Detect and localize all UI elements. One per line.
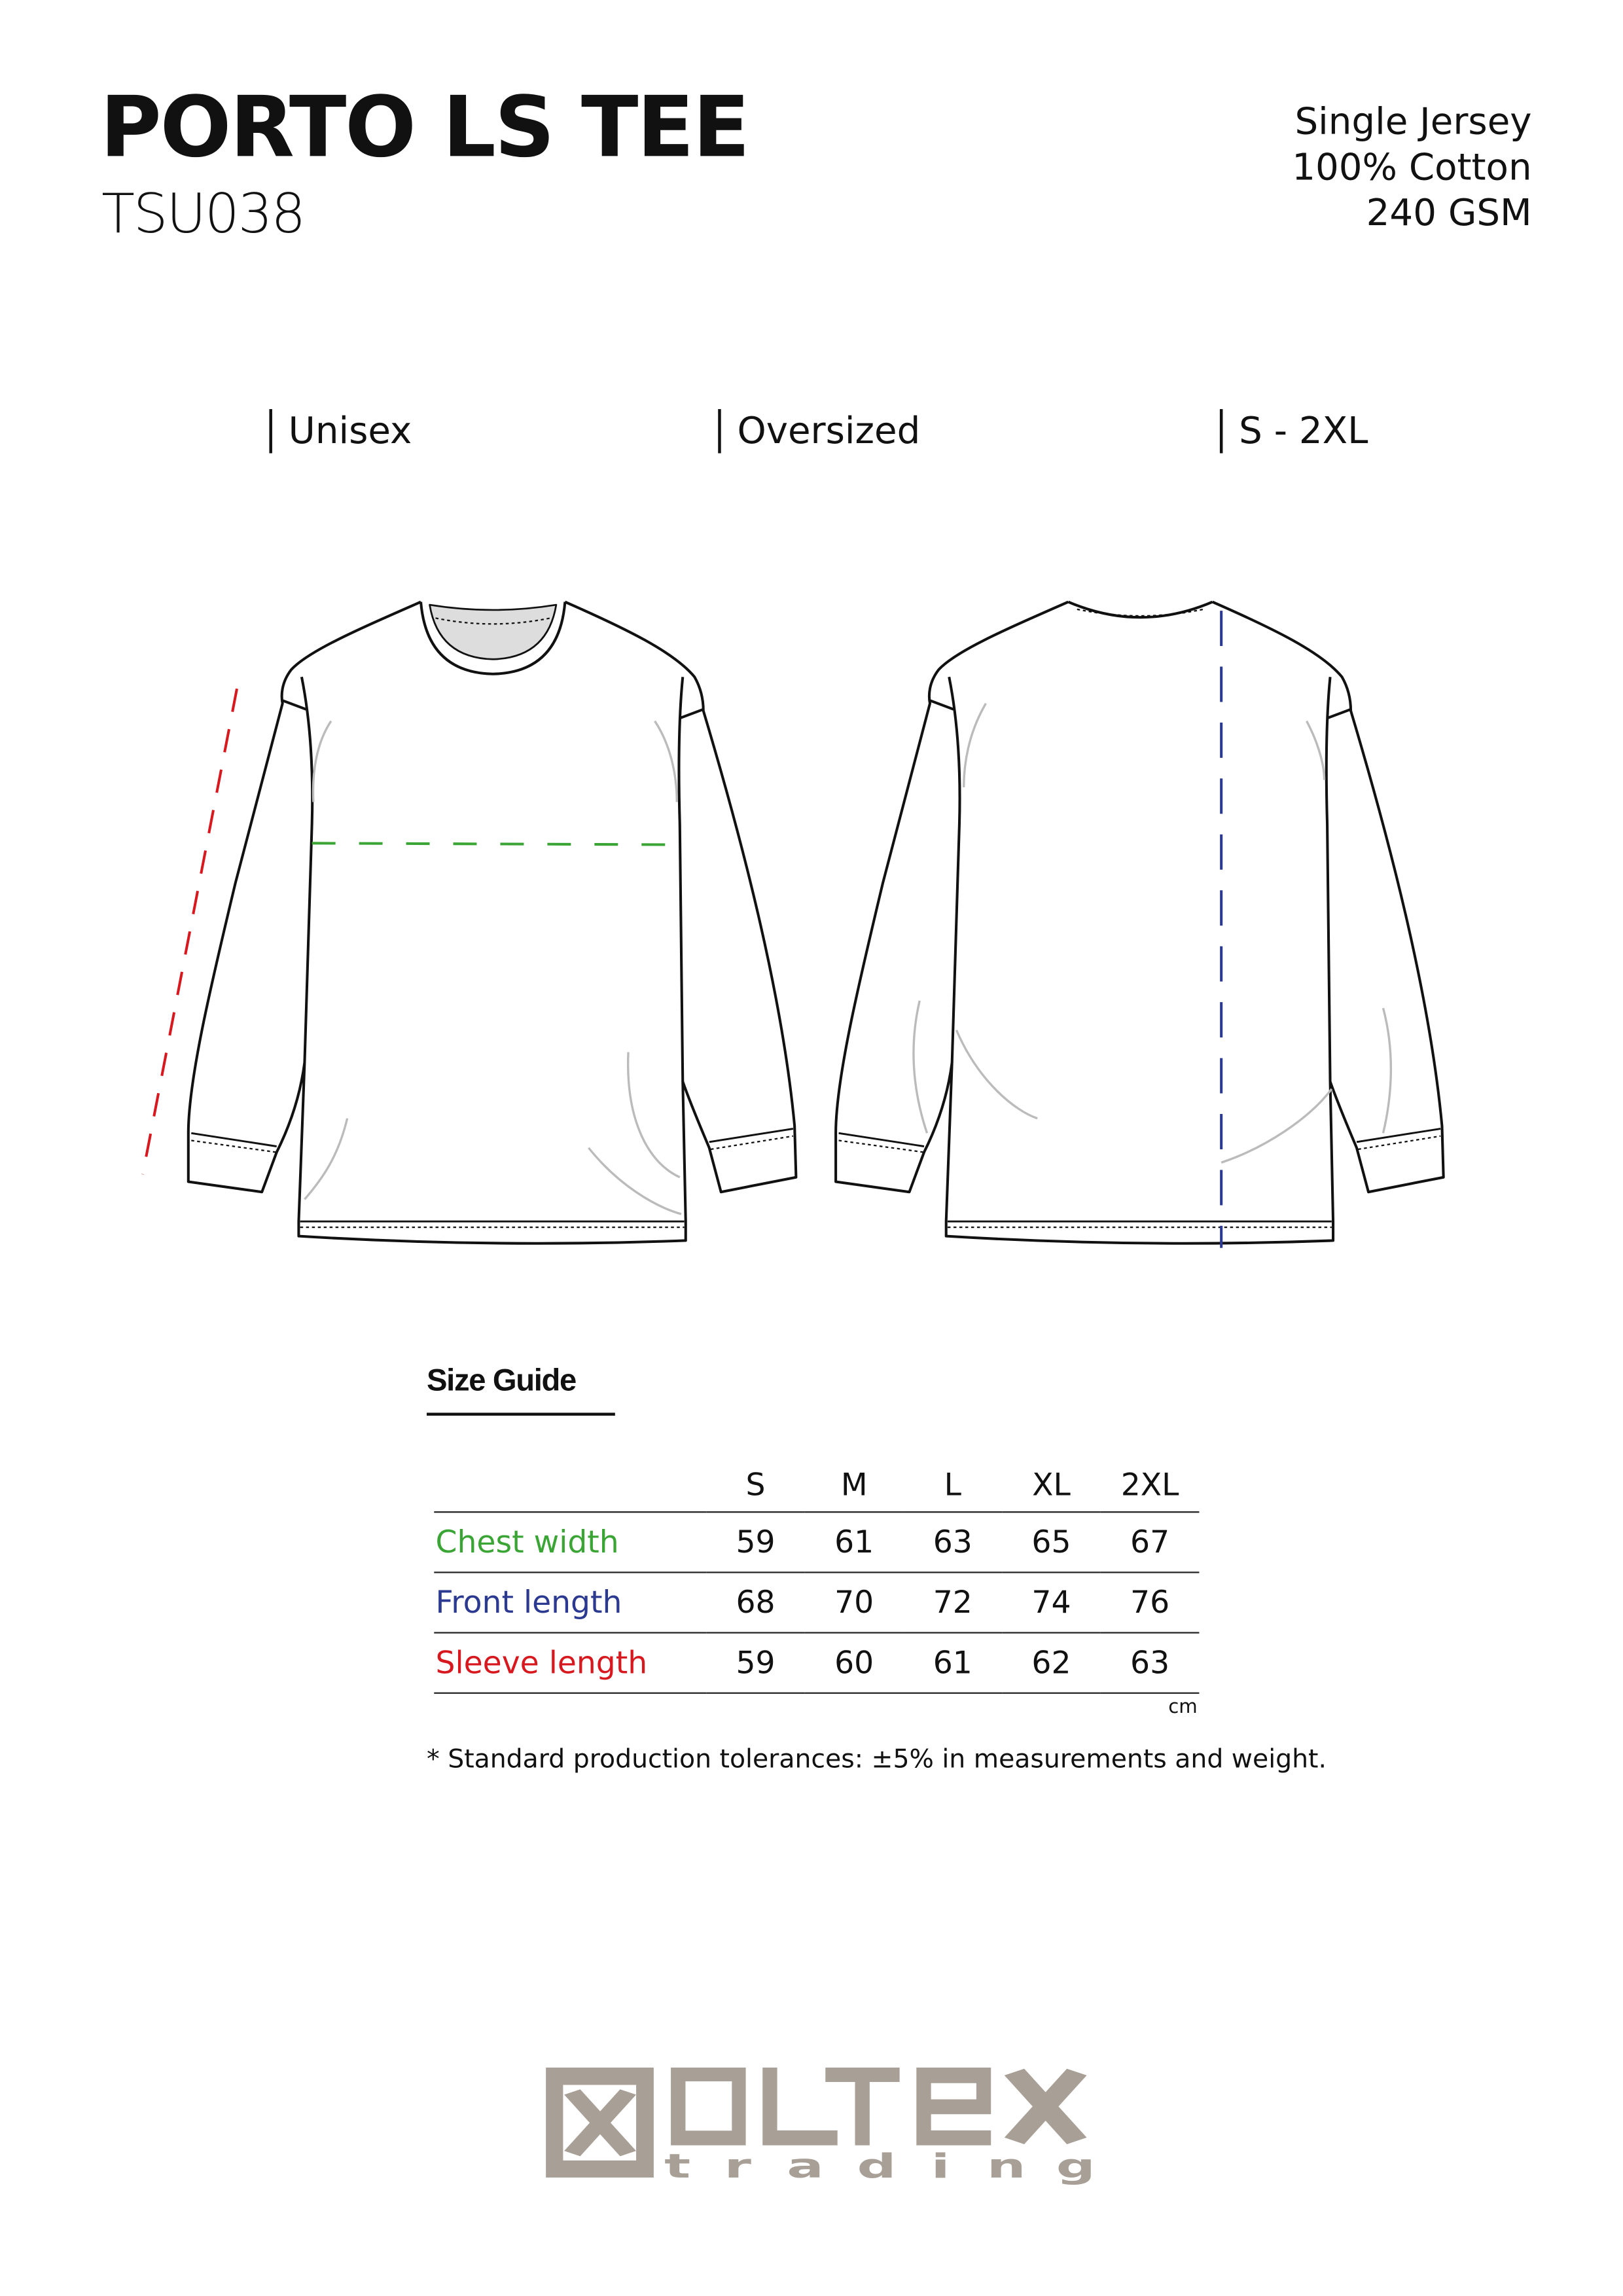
row-label-sleeve: Sleeve length (434, 1633, 706, 1693)
size-table (434, 1457, 1199, 1694)
cell: 62 (1002, 1633, 1101, 1693)
cell: 68 (706, 1572, 805, 1632)
size-l: L (944, 1466, 961, 1502)
cell: 72 (904, 1572, 1003, 1632)
product-title: PORTO LS TEE (99, 79, 749, 177)
size-2xl: 2XL (1120, 1466, 1179, 1502)
cell: 59 (706, 1633, 805, 1693)
logo-tagline-letter: i (931, 2147, 950, 2186)
cell: 74 (1002, 1572, 1101, 1632)
front-body-outline (188, 602, 796, 1244)
tolerance-note: * Standard production tolerances: ±5% in measurements and weight. (427, 1745, 1327, 1775)
tag-size-range: S - 2XL (1220, 409, 1368, 453)
cell: 59 (706, 1512, 805, 1572)
front-collar-inner (430, 605, 556, 659)
cell: 63 (904, 1512, 1003, 1572)
cell: 61 (904, 1633, 1003, 1693)
cell: 61 (805, 1512, 904, 1572)
logo-tagline-letter: n (986, 2147, 1026, 2186)
tag-fit: Oversized (718, 409, 920, 453)
cell: 63 (1101, 1633, 1200, 1693)
product-code: TSU038 (101, 182, 304, 246)
row-label-chest: Chest width (434, 1512, 706, 1572)
cell: 76 (1101, 1572, 1200, 1632)
size-guide-underline (427, 1412, 615, 1415)
back-view-drawing (836, 602, 1444, 1248)
fabric-composition: 100% Cotton (1292, 145, 1532, 188)
logo-tagline-letter: g (1056, 2147, 1096, 2186)
cell: 70 (805, 1572, 904, 1632)
table-row-sleeve (434, 1633, 1199, 1693)
logo-tagline-letter: t (664, 2147, 691, 2186)
unit-label: cm (1168, 1696, 1198, 1719)
size-m: M (840, 1466, 868, 1502)
table-row-chest (434, 1512, 1199, 1572)
cell: 67 (1101, 1512, 1200, 1572)
fabric-weight: 240 GSM (1366, 191, 1532, 234)
table-row-front (434, 1572, 1199, 1632)
logo-tagline-letter: a (787, 2147, 824, 2186)
size-xl: XL (1032, 1466, 1071, 1502)
fabric-type: Single Jersey (1294, 99, 1532, 143)
chest-width-indicator (312, 843, 680, 844)
tag-gender: Unisex (269, 409, 412, 453)
size-guide-title: Size Guide (427, 1364, 576, 1398)
logo-tagline-letter: d (857, 2147, 897, 2186)
row-label-front: Front length (434, 1572, 706, 1632)
size-header-row (434, 1457, 1199, 1512)
logo-tagline-letter: r (724, 2147, 751, 2186)
size-s: S (745, 1466, 766, 1502)
oltex-logo (546, 2068, 1096, 2186)
cell: 65 (1002, 1512, 1101, 1572)
corner-cell (434, 1457, 706, 1512)
cell: 60 (805, 1633, 904, 1693)
